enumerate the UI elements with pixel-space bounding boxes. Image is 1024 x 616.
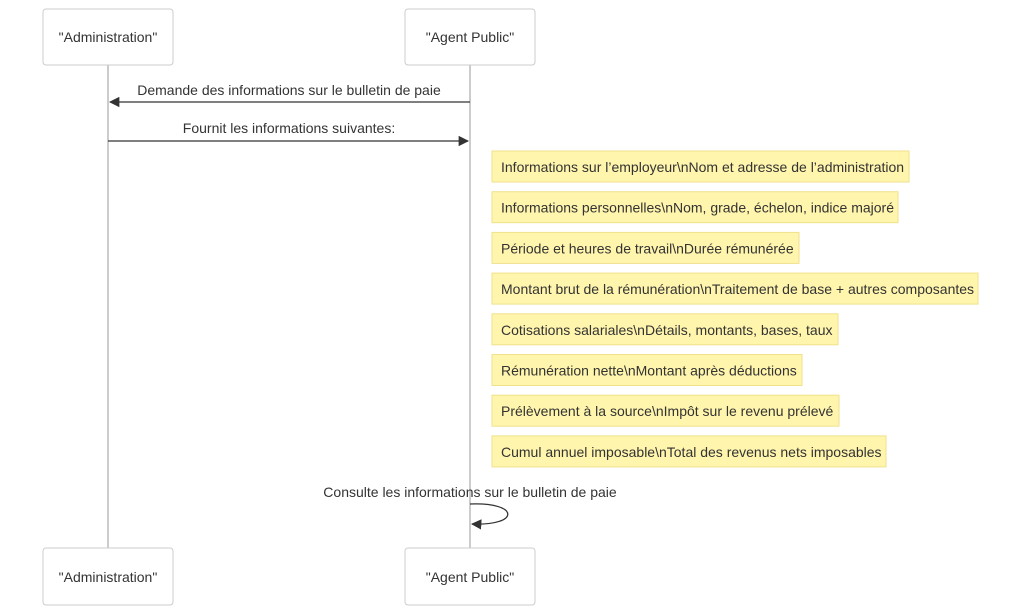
message-label: Fournit les informations suivantes: — [182, 120, 396, 136]
note — [492, 355, 802, 386]
note-text: Cumul annuel imposable\nTotal des revenus nets imposables — [501, 443, 882, 460]
note-text: Informations sur l’employeur\nNom et adresse de l’administration — [501, 159, 905, 175]
notes-group — [492, 151, 978, 467]
note — [492, 436, 886, 467]
note-text: Informations personnelles\nNom, grade, échelon, indice majoré — [501, 199, 894, 216]
note — [492, 232, 799, 263]
actor-label: "Agent Public" — [425, 29, 515, 45]
note — [492, 314, 838, 345]
actor-label: "Administration" — [58, 29, 158, 45]
note-text: Cotisations salariales\nDétails, montants, bases, taux — [501, 321, 833, 338]
note — [492, 151, 909, 182]
actor-administration-bottom[interactable] — [43, 548, 173, 605]
actor-administration-top[interactable] — [43, 9, 173, 65]
note — [492, 273, 978, 304]
note — [492, 192, 898, 223]
message-request — [110, 82, 470, 102]
note — [492, 395, 839, 426]
actor-label: "Agent Public" — [425, 569, 515, 585]
actor-label: "Administration" — [58, 569, 158, 585]
message-label: Consulte les informations sur le bulletin de paie — [323, 484, 617, 500]
actor-agent-public-bottom[interactable] — [405, 548, 535, 605]
message-provide — [108, 120, 468, 141]
message-label: Demande des informations sur le bulletin de paie — [137, 82, 441, 98]
self-loop-arrow — [470, 504, 508, 524]
note-text: Période et heures de travail\nDurée rémunérée — [501, 240, 794, 257]
note-text: Rémunération nette\nMontant après déductions — [501, 362, 797, 379]
note-text: Montant brut de la rémunération\nTraitement de base + autres composantes — [501, 281, 975, 298]
note-text: Prélèvement à la source\nImpôt sur le revenu prélevé — [501, 403, 834, 420]
actor-agent-public-top[interactable] — [405, 9, 535, 65]
